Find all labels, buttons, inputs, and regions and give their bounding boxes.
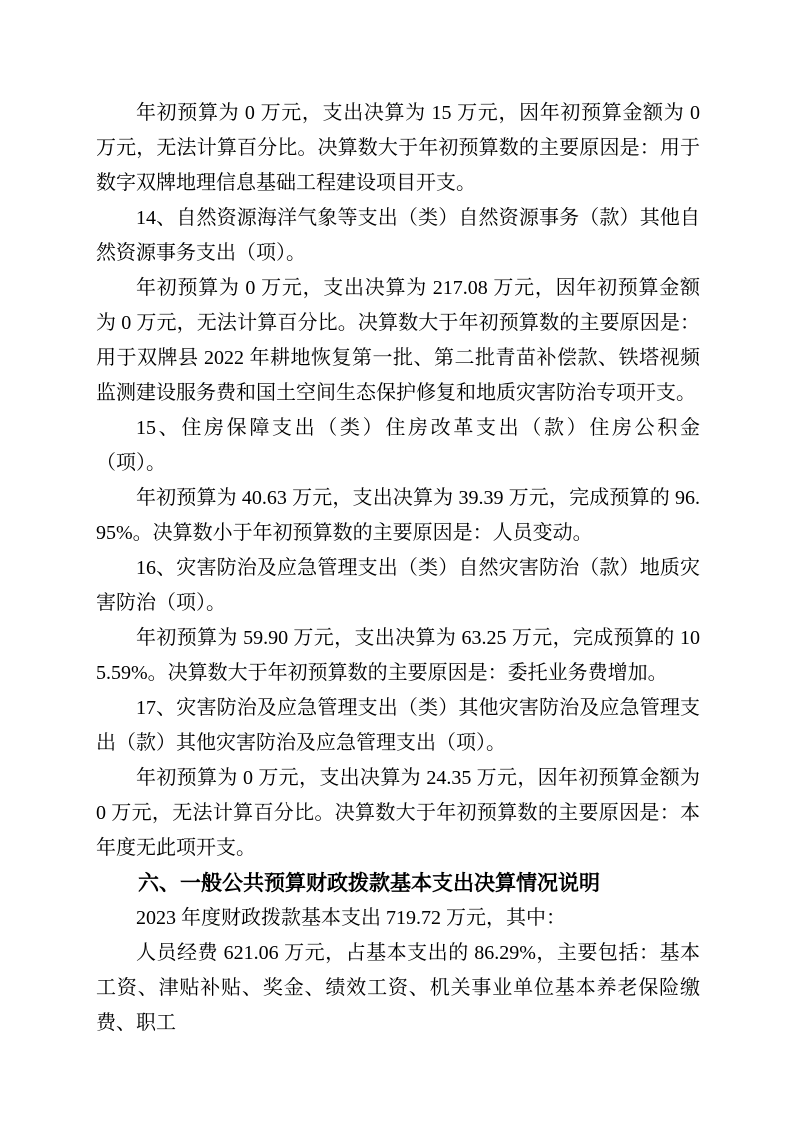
paragraph-item-14-title: 14、自然资源海洋气象等支出（类）自然资源事务（款）其他自然资源事务支出（项）。: [96, 207, 700, 264]
document-content: [96, 96, 700, 1041]
paragraph-personnel-expenses: 人员经费 621.06 万元，占基本支出的 86.29%，主要包括：基本工资、津贴补贴、奖金、绩效工资、机关事业单位基本养老保险缴费、职工: [96, 942, 700, 1034]
paragraph-budget-note-13: 年初预算为 0 万元，支出决算为 15 万元，因年初预算金额为 0 万元，无法计算百分比。决算数大于年初预算数的主要原因是：用于数字双牌地理信息基础工程建设项目开支。: [96, 102, 700, 194]
paragraph-item-17-title: 17、灾害防治及应急管理支出（类）其他灾害防治及应急管理支出（款）其他灾害防治及应急管理支出（项）。: [96, 697, 700, 754]
paragraph-item-15-title: 15、住房保障支出（类）住房改革支出（款）住房公积金（项）。: [96, 417, 700, 474]
paragraph-item-16-title: 16、灾害防治及应急管理支出（类）自然灾害防治（款）地质灾害防治（项）。: [96, 557, 700, 614]
paragraph-item-17-detail: 年初预算为 0 万元，支出决算为 24.35 万元，因年初预算金额为 0 万元，无法计算百分比。决算数大于年初预算数的主要原因是：本年度无此项开支。: [96, 767, 700, 859]
paragraph-basic-expenditure-total: 2023 年度财政拨款基本支出 719.72 万元，其中：: [136, 907, 566, 929]
section-heading-six: 六、一般公共预算财政拨款基本支出决算情况说明: [138, 872, 600, 895]
paragraph-item-15-detail: 年初预算为 40.63 万元，支出决算为 39.39 万元，完成预算的 96.95%。决算数小于年初预算数的主要原因是：人员变动。: [96, 487, 700, 544]
paragraph-item-14-detail: 年初预算为 0 万元，支出决算为 217.08 万元，因年初预算金额为 0 万元，无法计算百分比。决算数大于年初预算数的主要原因是：用于双牌县 2022 年耕地恢复第一批、第二批青苗补偿款、铁塔视频监测建设服务费和国土空间生态保护修复和地质灾害防治专项开支。: [96, 277, 700, 404]
paragraph-item-16-detail: 年初预算为 59.90 万元，支出决算为 63.25 万元，完成预算的 105.59%。决算数大于年初预算数的主要原因是：委托业务费增加。: [96, 627, 700, 684]
